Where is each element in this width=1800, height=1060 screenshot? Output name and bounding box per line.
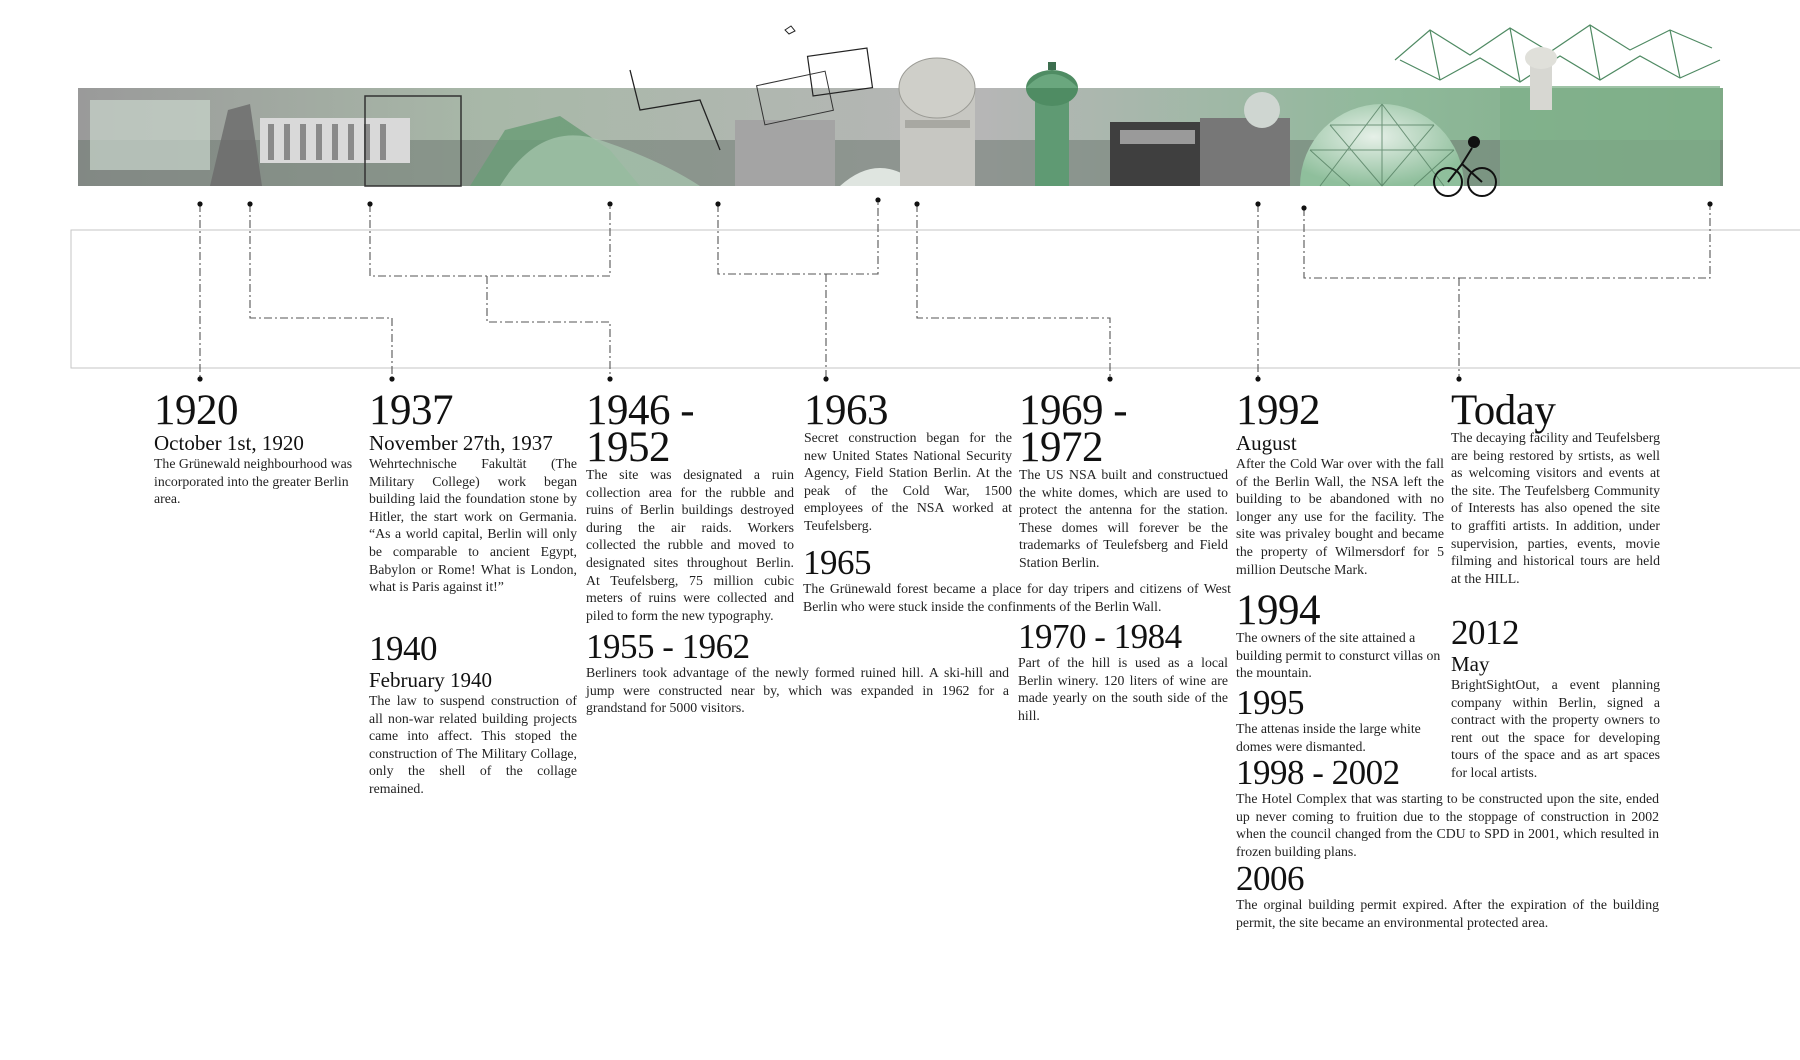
entry-1920 xyxy=(154,387,364,508)
entry-1998-text: The Hotel Complex that was starting to be constructed upon the site, ended up never coming to fruition due to the stoppage of construction in 2002 when the council changed from the CDU to SPD in 2001, which resulted in frozen building plans. xyxy=(1236,791,1659,859)
entry-1992-year: 1992 xyxy=(1236,387,1320,434)
entry-1963 xyxy=(804,387,1012,535)
entry-1994-year: 1994 xyxy=(1236,587,1320,634)
entry-1970-text: Part of the hill is used as a local Berlin winery. 120 liters of wine are made yearly on the south side of the hill. xyxy=(1018,655,1228,723)
entry-1992-text: After the Cold War over with the fall of the Berlin Wall, the NSA left the building to be abandoned with no longer any use for the facility. The site was privaley bought and became the property of Wilmersdorf for 5 million Deutsche Mark. xyxy=(1236,456,1444,577)
entry-today xyxy=(1451,387,1660,587)
entry-1965-text: The Grünewald forest became a place for day tripers and citizens of West Berlin who were stuck inside the confinments of the Berlin Wall. xyxy=(803,581,1231,614)
entry-1995-text: The attenas inside the large white domes were dismanted. xyxy=(1236,721,1421,754)
timeline-band-frame xyxy=(71,230,1800,368)
entry-2012-text: BrightSightOut, a event planning company within Berlin, signed a contract with the property owners to rent out the space for developing tours of the space and as art spaces for local artists. xyxy=(1451,677,1660,780)
entry-1969-year-line1: 1969 - xyxy=(1019,387,1128,434)
entry-2012 xyxy=(1451,613,1660,782)
entry-1946-year-line2: 1952 xyxy=(586,424,670,471)
entry-1920-text: The Grünewald neighbourhood was incorporated into the greater Berlin area. xyxy=(154,456,353,507)
entry-1937-date: November 27th, 1937 xyxy=(369,431,553,455)
entry-1969-text: The US NSA built and constructued the white domes, which are used to protect the antenna for the station. These domes will forever be the trademarks of Teulefsberg and Field Station Berlin. xyxy=(1019,467,1228,570)
entry-1963-text: Secret construction began for the new United States National Security Agency, Field Station Berlin. At the peak of the Cold War, 1500 employees of the NSA worked at Teufelsberg. xyxy=(804,430,1012,533)
entry-1946-1952 xyxy=(586,387,794,624)
connector-dots xyxy=(197,197,1712,381)
entry-1940-date: February 1940 xyxy=(369,668,493,692)
entry-2006 xyxy=(1236,859,1659,931)
entry-1963-year: 1963 xyxy=(804,387,888,434)
entry-1994 xyxy=(1236,587,1444,682)
entry-1994-text: The owners of the site attained a building permit to consturct villas on the mountain. xyxy=(1236,630,1441,681)
entry-1969-1972 xyxy=(1019,387,1228,572)
entry-1955-1962 xyxy=(586,627,1009,717)
entry-1940-text: The law to suspend construction of all non-war related building projects came into affect. This stoped the construction of The Military Collage, only the shell of the collage remained. xyxy=(369,693,577,796)
connector-1963 xyxy=(718,200,878,379)
entry-today-text: The decaying facility and Teufelsberg are being restored by srtists, as well as welcoming visitors and events at the site. The Teufelsberg Community of Interests has also opened the site to graffiti artists. In addition, under supervision, parties, events, movie filming and historical tours are held at the HILL. xyxy=(1451,430,1660,586)
entry-1937-year: 1937 xyxy=(369,387,453,434)
entry-1995-year: 1995 xyxy=(1236,683,1304,722)
entry-1955-year: 1955 - 1962 xyxy=(586,627,750,666)
entry-1920-year: 1920 xyxy=(154,387,238,434)
entry-1955-text: Berliners took advantage of the newly formed ruined hill. A ski-hill and jump were constructed near by, which was expanded in 1962 for a grandstand for 5000 visitors. xyxy=(586,665,1009,716)
entry-1937 xyxy=(369,387,577,596)
entry-1940 xyxy=(369,629,577,798)
entry-1946-text: The site was designated a ruin collection area for the rubble and ruins of Berlin buildings destroyed during the air raids. Workers collected the rubble and moved to designated sites throughout Berlin. At Teufelsberg, 75 million cubic meters of ruins were collected and piled to form the new typography. xyxy=(586,467,794,623)
entry-1992-date: August xyxy=(1236,431,1297,455)
entry-2006-text: The orginal building permit expired. After the expiration of the building permit, the site became an environmental protected area. xyxy=(1236,897,1659,930)
entry-1995 xyxy=(1236,683,1444,755)
entry-1970-1984 xyxy=(1018,617,1228,724)
entry-1937-text: Wehrtechnische Fakultät (The Military College) work began building laid the foundation stone by Hitler, the start work on Germania. “As a world capital, Berlin will only be comparable to ancient Egypt, Babylon or Rome! What is London, what is Paris against it!” xyxy=(369,456,577,595)
entry-1992 xyxy=(1236,387,1444,578)
entry-1969-year-line2: 1972 xyxy=(1019,424,1103,471)
entry-1920-date: October 1st, 1920 xyxy=(154,431,304,455)
entry-1970-year: 1970 - 1984 xyxy=(1018,617,1182,656)
entry-2006-year: 2006 xyxy=(1236,859,1304,898)
entry-2012-date: May xyxy=(1451,652,1490,676)
entry-1946-year-line1: 1946 - xyxy=(586,387,695,434)
entry-today-year: Today xyxy=(1451,387,1556,434)
entry-2012-year: 2012 xyxy=(1451,613,1519,652)
entry-1998-year: 1998 - 2002 xyxy=(1236,753,1400,792)
entry-1965-year: 1965 xyxy=(803,543,871,582)
entry-1940-year: 1940 xyxy=(369,629,437,668)
